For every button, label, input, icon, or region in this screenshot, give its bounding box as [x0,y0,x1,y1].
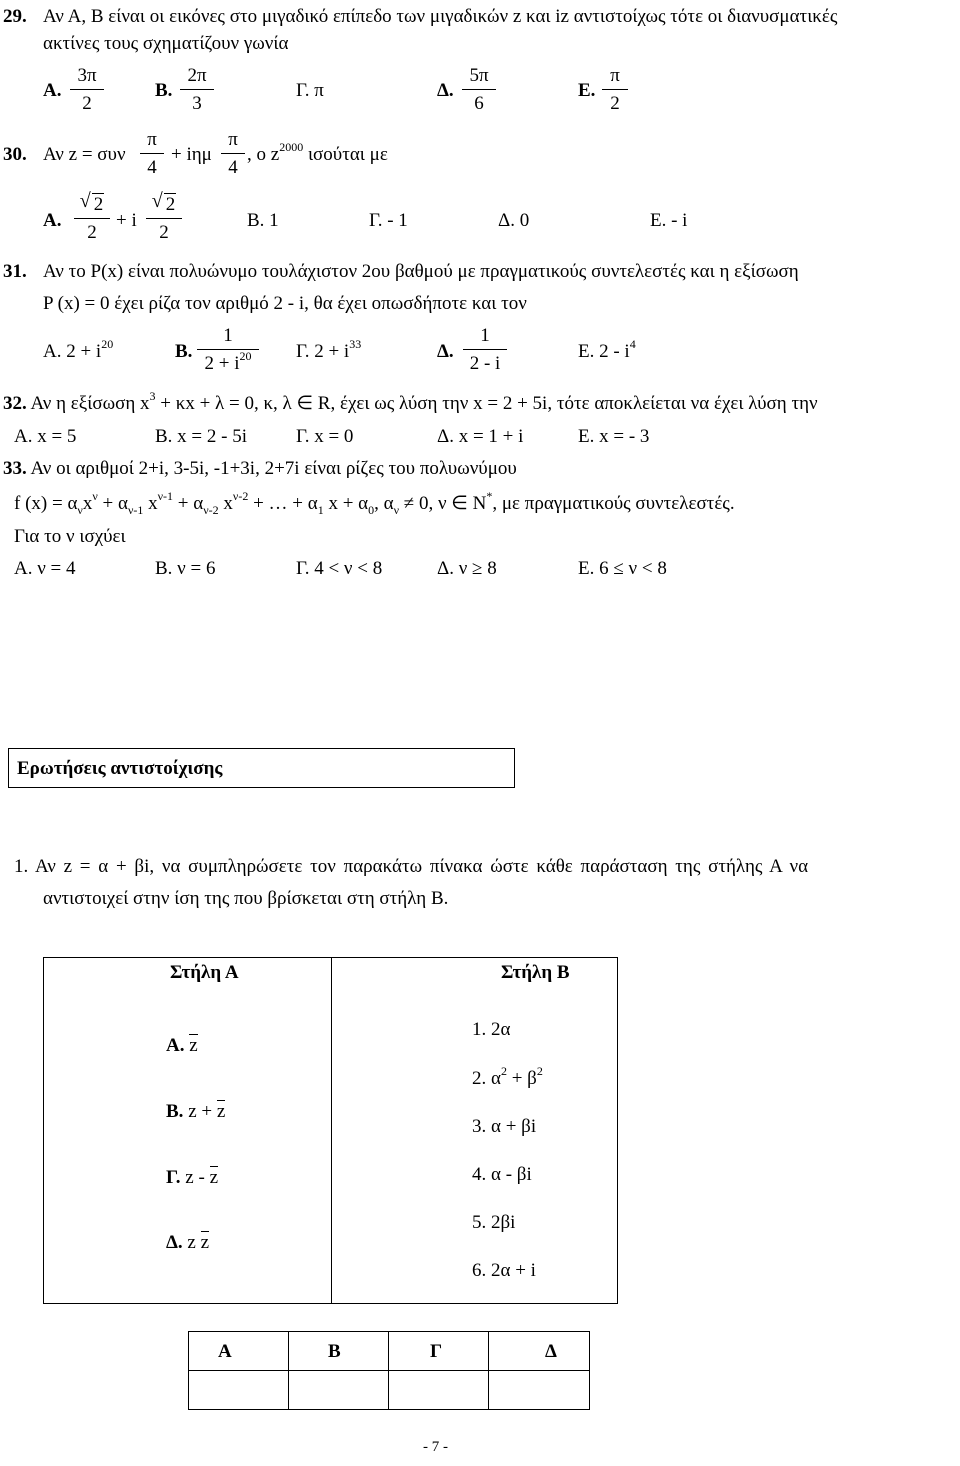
q30-a-radicand-2: 2 [165,194,176,215]
a-row-3-pre: z - [185,1167,210,1188]
q31-b-numerator: 1 [223,325,233,346]
q33-poly-x-plus: x + α [323,493,369,514]
q33-poly-plus-1: + α [97,493,128,514]
q29-d-denominator: 6 [462,89,496,113]
q30-fraction-2 [221,130,245,177]
q29-text-line2: ακτίνες τους σχηματίζουν γωνία [43,33,289,54]
q30-number: 30. [3,144,27,165]
column-b-header: Στήλη Β [501,962,570,983]
q29-option-d-label: Δ. [437,80,454,101]
q31-d-numerator: 1 [480,325,490,346]
q33-star: * [486,489,493,503]
q31-g-exponent: 33 [349,337,362,351]
page-number: - 7 - [423,1439,448,1455]
b-row-2-exp-2: 2 [536,1064,543,1078]
column-b-row-1: 1. 2α [472,1019,511,1040]
q29-e-numerator: π [610,65,620,86]
q29-d-numerator: 5π [469,65,489,86]
q33-number: 33. [3,458,27,479]
column-b-row-4: 4. α - βi [472,1164,532,1185]
q29-option-g: Γ. π [296,80,324,101]
q33-sub-v: ν [77,503,83,517]
sqrt-icon [80,193,105,214]
q29-option-d-fraction [462,66,496,113]
q33-poly-tail-3: , με πραγματικούς συντελεστές. [492,493,735,514]
q33-text-line1 [3,459,517,478]
a-row-3-conjugate: z [209,1167,218,1188]
m1-text-line1: 1. Αν z = α + βi, να συμπληρώσετε τον παρακάτω πίνακα ώστε κάθε παράσταση της στήλης Α να [14,856,809,877]
q32-text-2: + κx + λ = 0, κ, λ ∈ R, έχει ως λύση την x = 2 + 5i, τότε αποκλείεται να έχει λύση την [155,393,818,414]
q33-poly-dots: + … + α [248,493,318,514]
q31-e-text: Ε. 2 - i [578,341,630,362]
q29-b-numerator: 2π [187,65,207,86]
q31-b-denominator [197,349,259,373]
q31-option-b-label: Β. [175,341,193,362]
section-title: Ερωτήσεις αντιστοίχισης [17,758,223,779]
q30-a-denominator-2: 2 [146,218,182,242]
q33-sub-v2: ν-2 [203,503,219,517]
answer-col-a: Α [218,1341,232,1362]
q29-number: 29. [3,6,27,27]
q33-line1: Αν οι αριθμοί 2+i, 3-5i, -1+3i, 2+7i είναι ρίζες του πολυωνύμου [30,458,517,479]
q33-poly-x-2: x [218,493,233,514]
column-a-row-2 [166,1100,225,1121]
q31-text-line1: Αν το P(x) είναι πολυώνυμο τουλάχιστον 2ου βαθμού με πραγματικούς συντελεστές και η εξίσωση [43,261,799,282]
q30-option-e: Ε. - i [650,210,688,231]
q32-option-g: Γ. x = 0 [296,426,354,447]
m1-text-line2: αντιστοιχεί στην ίση της που βρίσκεται στη στήλη Β. [43,888,449,909]
answer-cell-b[interactable] [289,1371,387,1407]
q30-option-b: Β. 1 [247,210,279,231]
column-b-row-2 [472,1064,543,1089]
a-row-4-label: Δ. [166,1232,183,1253]
q30-option-a-frac-2 [146,193,182,242]
q33-sub-1: 1 [317,503,324,517]
q31-option-e [578,337,636,362]
q33-poly-tail-2: ≠ 0, ν ∈ N [399,493,487,514]
q33-poly-x-1: x [143,493,158,514]
q31-a-text: Α. 2 + i [43,341,102,362]
a-row-3-label: Γ. [166,1167,181,1188]
a-row-1-conjugate: z [189,1035,198,1056]
q31-number: 31. [3,261,27,282]
q33-poly-tail-1: , α [374,493,394,514]
q31-option-d-label: Δ. [437,341,454,362]
q31-b-den-exponent: 20 [239,349,252,363]
a-row-2-conjugate: z [216,1101,226,1122]
q31-option-g [296,337,362,362]
answer-col-g: Γ [430,1341,443,1362]
q33-option-e: Ε. 6 ≤ ν < 8 [578,558,667,579]
q32-option-e: Ε. x = - 3 [578,426,650,447]
q31-option-b-fraction [197,326,259,373]
q29-a-numerator: 3π [77,65,97,86]
a-row-2-pre: z + [188,1101,217,1122]
q29-text-line1: Αν Α, Β είναι οι εικόνες στο μιγαδικό επίπεδο των μιγαδικών z και iz αντιστοίχως τότε οι διανυσματικές [43,6,838,27]
q31-text-line2: P (x) = 0 έχει ρίζα τον αριθμό 2 - i, θα έχει οπωσδήποτε και τον [43,293,527,314]
q32-number: 32. [3,393,27,414]
b-row-2-mid: + β [506,1068,537,1089]
q33-option-a: Α. ν = 4 [14,558,76,579]
sqrt-icon [152,193,177,214]
q29-option-e-fraction [602,66,628,113]
q31-a-exponent: 20 [101,337,114,351]
q30-text-3 [247,140,388,165]
q31-b-den-text: 2 + i [204,353,240,374]
answer-cell-g[interactable] [389,1371,487,1407]
q31-d-denominator: 2 - i [463,349,507,373]
q30-z-base: , ο z [247,144,280,165]
a-row-4-conjugate: z [200,1232,210,1253]
q32-exponent: 3 [149,389,156,403]
q29-a-denominator: 2 [70,89,104,113]
q33-option-b: Β. ν = 6 [155,558,216,579]
column-b-row-3: 3. α + βi [472,1116,537,1137]
q30-option-d: Δ. 0 [498,210,530,231]
q33-option-d: Δ. ν ≥ 8 [437,558,497,579]
q30-exponent: 2000 [279,140,304,154]
q29-e-denominator: 2 [602,89,628,113]
q30-f1-denominator: 4 [140,153,164,177]
column-a-row-3 [166,1166,218,1187]
q31-option-d-fraction [463,326,507,373]
q32-text [3,389,818,414]
answer-col-b: Β [328,1341,341,1362]
b-row-2-exp-1: 2 [500,1064,507,1078]
q31-option-a [43,337,114,362]
q30-text-2: + iημ [171,144,212,165]
q31-e-exponent: 4 [629,337,636,351]
q29-option-b-label: Β. [155,80,173,101]
q33-sup-v1: ν-1 [157,489,174,503]
q30-option-a-frac-1 [74,193,110,242]
q29-option-a-fraction [70,66,104,113]
column-b-row-5: 5. 2βi [472,1212,516,1233]
q30-a-radicand: 2 [93,194,104,215]
q30-f2-denominator: 4 [221,153,245,177]
q32-text-1: Αν η εξίσωση x [30,393,150,414]
q29-b-denominator: 3 [180,89,214,113]
q30-option-a-label: Α. [43,210,62,231]
q33-text-line3: Για το ν ισχύει [14,526,126,547]
q30-fraction-1 [140,130,164,177]
column-a-header: Στήλη Α [170,962,239,983]
column-b-row-6: 6. 2α + i [472,1260,536,1281]
q33-option-g: Γ. 4 < ν < 8 [296,558,383,579]
q29-option-a-label: Α. [43,80,62,101]
q29-option-b-fraction [180,66,214,113]
q31-g-text: Γ. 2 + i [296,341,350,362]
a-row-4-pre: z [187,1232,201,1253]
q30-f2-numerator: π [228,129,238,150]
q30-a-denominator: 2 [74,218,110,242]
q33-sub-v1: ν-1 [127,503,144,517]
q30-option-a-plus: + i [116,210,137,231]
q30-option-g: Γ. - 1 [369,210,408,231]
column-a-row-1 [166,1034,198,1055]
q33-sup-v: ν [92,489,98,503]
q29-option-e-label: Ε. [578,80,596,101]
matching-table-divider [331,957,332,1303]
a-row-1-label: Α. [166,1035,185,1056]
q30-text-4: ισούται με [303,144,388,165]
q33-polynomial: f $(x) = \alpha_\nu x^\nu + \alpha_{\nu-1}$ $x^{\nu-1} + \alpha_{\nu-2}$ $x^{\nu-2}$ + … + $\alpha_1$ $x + \alpha_0$, $\alpha_\nu \ne 0$, ν ∈ N*, με πραγματικούς συντελεστές. [14,489,735,517]
q32-option-d: Δ. x = 1 + i [437,426,524,447]
q33-sup-v2: ν-2 [232,489,249,503]
a-row-2-label: Β. [166,1101,184,1122]
q33-poly-pre: f (x) = α [14,493,78,514]
q30-text-1: Αν z = συν [43,144,126,165]
answer-cell-a[interactable] [189,1371,287,1407]
q32-option-a: Α. x = 5 [14,426,77,447]
q33-sub-v-b: ν [393,503,400,517]
column-a-row-4 [166,1231,209,1252]
b-row-2-text: 2. α [472,1068,501,1089]
answer-col-d: Δ [545,1341,557,1362]
q33-poly-plus-2: + α [173,493,204,514]
q33-sub-0: 0 [368,503,375,517]
q30-f1-numerator: π [147,129,157,150]
answer-cell-d[interactable] [489,1371,587,1407]
q32-option-b: Β. x = 2 - 5i [155,426,247,447]
